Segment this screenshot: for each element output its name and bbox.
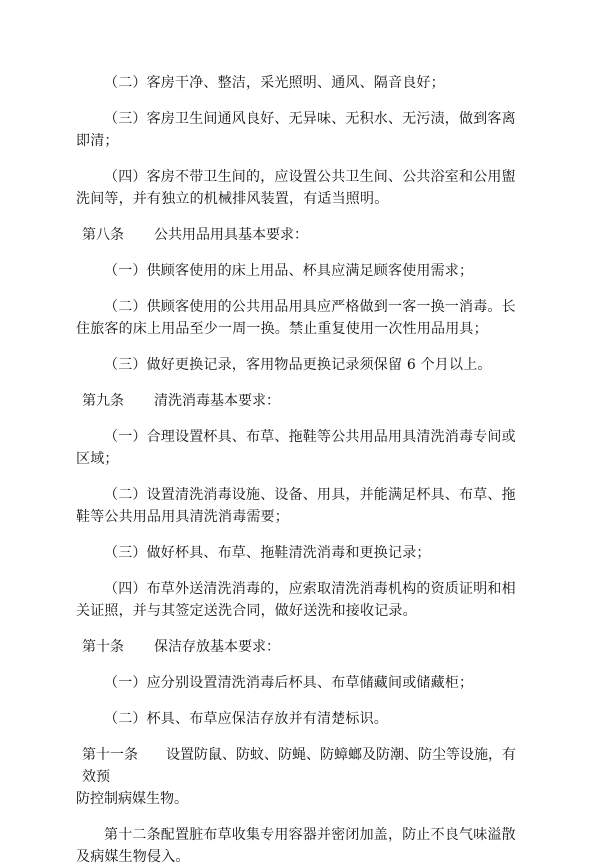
article-9-number: 第九条 [82,393,124,409]
article-12-paragraph: 第十二条配置脏布草收集专用容器并密闭加盖，防止不良气味溢散及病媒生物侵入。 [76,827,516,865]
article-8-item-3: （三）做好更换记录，客用物品更换记录须保留 6 个月以上。 [104,357,492,373]
article-10-item-2: （二）杯具、布草应保洁存放并有清楚标识。 [104,711,388,727]
article-11-text-line-1: 设置防鼠、防蚊、防蝇、防蟑螂及防潮、防尘等设施，有效预 [82,747,516,785]
article-11-number: 第十一条 [82,747,138,763]
article-11-line-1 [76,744,528,788]
article-8-number: 第八条 [82,227,124,243]
article-10-heading [76,636,528,658]
article-10-item-1: （一）应分别设置清洗消毒后杯具、布草储藏间或储藏柜； [104,675,474,691]
article-8-item-2: （二）供顾客使用的公共用品用具应严格做到一客一换一消毒。长住旅客的床上用品至少一周一换。禁止重复使用一次性用品用具； [76,299,516,337]
article-10-number: 第十条 [82,639,124,655]
article-9-item-3: （三）做好杯具、布草、拖鞋清洗消毒和更换记录； [104,545,431,561]
article-11-line-2: 防控制病媒生物。 [76,791,188,807]
article-8-title: 公共用品用具基本要求： [154,227,308,243]
paragraph-bathroom-ventilation: （三）客房卫生间通风良好、无异味、无积水、无污渍，做到客离即清； [76,111,516,149]
article-10-title: 保洁存放基本要求： [154,639,280,655]
paragraph-shared-facilities: （四）客房不带卫生间的，应设置公共卫生间、公共浴室和公用盥洗间等，并有独立的机械排风装置，有适当照明。 [76,169,516,207]
article-9-item-1: （一）合理设置杯具、布草、拖鞋等公共用品用具清洗消毒专间或区域； [76,429,516,467]
article-9-title: 清洗消毒基本要求： [154,393,280,409]
paragraph-guest-room-clean: （二）客房干净、整洁，采光照明、通风、隔音良好； [104,75,445,91]
article-8-item-1: （一）供顾客使用的床上用品、杯具应满足顾客使用需求； [104,263,474,279]
article-8-heading [76,224,528,246]
article-9-item-4: （四）布草外送清洗消毒的，应索取清洗消毒机构的资质证明和相关证照，并与其签定送洗合同，做好送洗和接收记录。 [76,581,516,619]
article-9-item-2: （二）设置清洗消毒设施、设备、用具，并能满足杯具、布草、拖鞋等公共用品用具清洗消毒需要； [76,487,516,525]
article-9-heading [76,390,528,412]
